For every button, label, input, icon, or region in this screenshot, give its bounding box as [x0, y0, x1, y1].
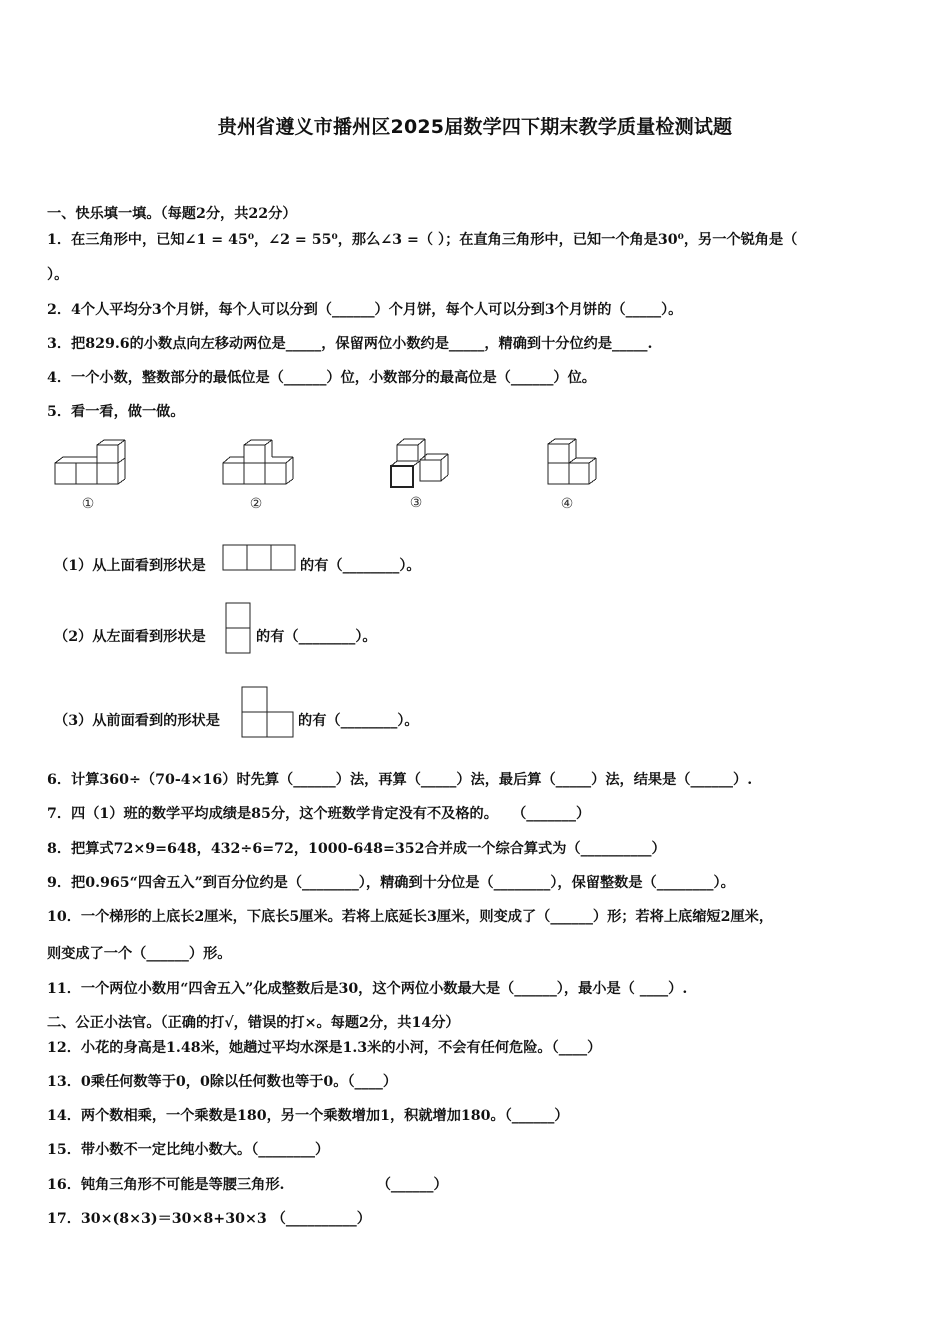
- question-7: 7．四（1）班的数学平均成绩是85分，这个班数学肯定没有不及格的。 （_______）: [47, 806, 591, 822]
- question-5-part-1-prefix: （1）从上面看到形状是: [54, 558, 206, 574]
- question-5-part-3-prefix: （3）从前面看到的形状是: [54, 713, 220, 729]
- question-5-part-2-suffix: 的有（________）。: [256, 629, 377, 645]
- question-2: 2．4个人平均分3个月饼，每个人可以分到（______）个月饼，每个人可以分到3个月饼的（_____）。: [47, 302, 683, 318]
- question-11: 11．一个两位小数用“四舍五入”化成整数后是30，这个两位小数最大是（______），最小是（ ____）.: [47, 981, 688, 997]
- figure-label-3: ③: [409, 495, 423, 511]
- question-9: 9．把0.965“四舍五入”到百分位约是（________），精确到十分位是（________），保留整数是（________）。: [47, 875, 735, 891]
- cube-figure-3: [383, 436, 455, 513]
- question-16: 16．钝角三角形不可能是等腰三角形. （______）: [47, 1177, 448, 1193]
- section-1-heading: 一、快乐填一填。（每题2分，共22分）: [47, 206, 297, 222]
- question-17: 17．30×(8×3)＝30×8+30×3 （__________）: [47, 1211, 371, 1227]
- figure-label-1: ①: [81, 496, 95, 512]
- figure-label-2: ②: [249, 496, 263, 512]
- question-4: 4．一个小数，整数部分的最低位是（______）位，小数部分的最高位是（______）位。: [47, 370, 596, 386]
- cube-figure-4: [540, 437, 604, 513]
- question-10-line-2: 则变成了一个（______）形。: [47, 946, 232, 962]
- question-1-line-1: 1．在三角形中，已知∠1 = 45⁰，∠2 = 55⁰，那么∠3 =（ ）；在直角三角形中，已知一个角是30⁰，另一个锐角是（: [47, 232, 798, 248]
- question-1-line-2: ）。: [47, 267, 69, 283]
- question-3: 3．把829.6的小数点向左移动两位是_____，保留两位小数约是_____，精确到十分位约是_____.: [47, 336, 653, 352]
- cube-figure-1: [52, 438, 132, 513]
- question-13: 13．0乘任何数等于0，0除以任何数也等于0。（____）: [47, 1074, 398, 1090]
- shape-l-three-squares: [241, 685, 297, 741]
- page-title: 贵州省遵义市播州区2025届数学四下期末教学质量检测试题: [217, 116, 733, 138]
- shape-two-squares-column: [225, 601, 253, 656]
- question-8: 8．把算式72×9=648，432÷6=72，1000-648=352合并成一个综合算式为（__________）: [47, 841, 666, 857]
- cube-figure-2: [220, 438, 300, 513]
- shape-three-squares-row: [222, 543, 298, 573]
- question-5-part-1-suffix: 的有（________）。: [300, 558, 421, 574]
- section-2-heading: 二、公正小法官。（正确的打√，错误的打×。每题2分，共14分）: [47, 1015, 460, 1031]
- figure-label-4: ④: [560, 496, 574, 512]
- question-6: 6．计算360÷（70-4×16）时先算（______）法，再算（_____）法，最后算（_____）法，结果是（______）.: [47, 772, 753, 788]
- question-14: 14．两个数相乘，一个乘数是180，另一个乘数增加1，积就增加180。（______）: [47, 1108, 569, 1124]
- question-12: 12．小花的身高是1.48米，她趟过平均水深是1.3米的小河，不会有任何危险。（____）: [47, 1040, 602, 1056]
- question-5-part-2-prefix: （2）从左面看到形状是: [54, 629, 206, 645]
- question-5: 5．看一看，做一做。: [47, 404, 185, 420]
- question-5-part-3-suffix: 的有（________）。: [298, 713, 419, 729]
- question-15: 15．带小数不一定比纯小数大。（________）: [47, 1142, 330, 1158]
- question-10-line-1: 10．一个梯形的上底长2厘米，下底长5厘米。若将上底延长3厘米，则变成了（______）形；若将上底缩短2厘米，: [47, 909, 774, 925]
